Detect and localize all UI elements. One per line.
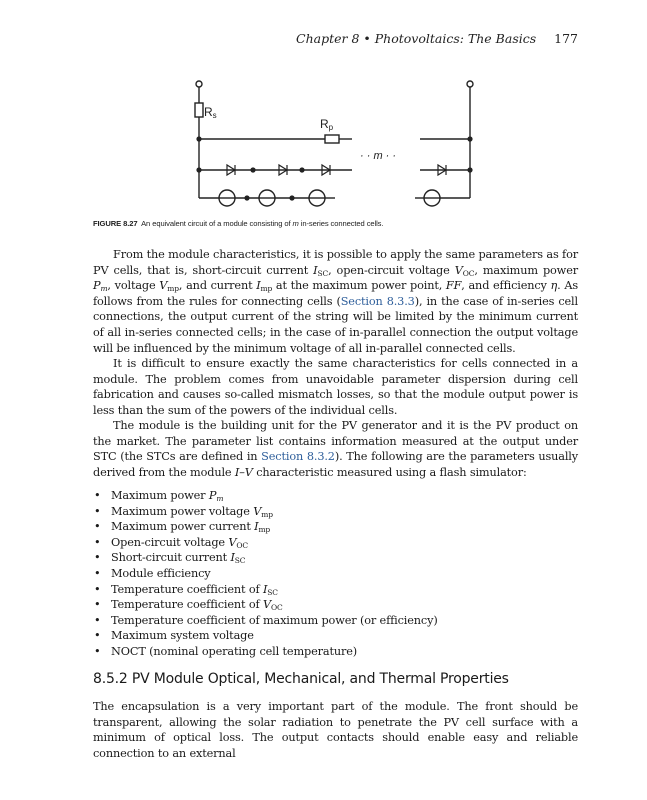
list-item: • Temperature coefficient of $I_{SC}$ (93, 582, 563, 598)
figure-caption: FIGURE 8.27 An equivalent circuit of a module consisting of m in-series connected cells. (93, 219, 384, 228)
list-item: • NOCT (nominal operating cell temperature) (93, 644, 563, 660)
paragraph-module-parameters: The module is the building unit for the PV generator and it is the PV product on the market. The parameter list contains information measured at the output under STC (the STCs are defined in Section 8.3.2). The following are the parameters usually derived from the module I–V characteristic measured using a flash simulator: (93, 419, 578, 479)
list-item: • Maximum system voltage (93, 628, 563, 644)
series-resistor-rs (195, 103, 203, 117)
parallel-resistor-rp (325, 135, 339, 143)
paragraph-encapsulation: The encapsulation is a very important part of the module. The front should be transparent, allowing the solar radiation to penetrate the PV cell surface with a minimum of optical loss. The output contacts should enable easy and reliable connection to an external (93, 700, 578, 760)
list-item: • Maximum power current $I_{mp}$ (93, 519, 563, 535)
paragraph-module-characteristics: From the module characteristics, it is possible to apply the same parameters as for PV cells, that is, short-circuit current $I_{SC}$, open-circuit voltage $V_{OC}$, maximum power $P_m$, voltage $V_{mp}$, and current $I_{mp}$ at the maximum power point, FF, and efficiency η. As follows from the rules for connecting cells (Section 8.3.3), in the case of in-series cell connections, the output current of the string will be limited by the minimum current of all in-series connected cells; in the case of in-parallel connection the output voltage will be influenced by the minimum voltage of all in-parallel connected cells. (93, 248, 578, 355)
junction-dots (196, 136, 472, 200)
m-cells-label: · · m · · (360, 150, 397, 162)
chapter-title: Chapter 8 • Photovoltaics: The Basics (296, 31, 537, 46)
paragraph-mismatch-losses: It is difficult to ensure exactly the same characteristics for cells connected in a module. The problem comes from unavoidable parameter dispersion during cell fabrication and causes so-called mismatch losses, so that the module output power is less than the sum of the powers of the individual cells. (93, 357, 578, 417)
list-item: • Open-circuit voltage $V_{OC}$ (93, 535, 563, 551)
list-item: • Temperature coefficient of maximum power (or efficiency) (93, 613, 563, 629)
rp-label: Rp (320, 117, 334, 132)
list-item: • Temperature coefficient of $V_{OC}$ (93, 597, 563, 613)
section-heading-8-5-2: 8.5.2 PV Module Optical, Mechanical, and Thermal Properties (93, 671, 509, 687)
page-number: 177 (554, 31, 578, 46)
section-link-8-3-2[interactable]: Section 8.3.2 (261, 450, 335, 464)
rs-label: Rs (204, 105, 217, 120)
section-link-8-3-3[interactable]: Section 8.3.3 (340, 294, 415, 308)
list-item: • Module efficiency (93, 566, 563, 582)
left-terminal (196, 81, 202, 87)
equivalent-circuit-figure (180, 75, 480, 215)
list-item: • Short-circuit current $I_{SC}$ (93, 550, 563, 566)
list-item: • Maximum power voltage $V_{mp}$ (93, 504, 563, 520)
right-terminal (467, 81, 473, 87)
running-header (296, 31, 578, 46)
list-item: • Maximum power $P_m$ (93, 488, 563, 504)
parameter-list (93, 488, 563, 660)
